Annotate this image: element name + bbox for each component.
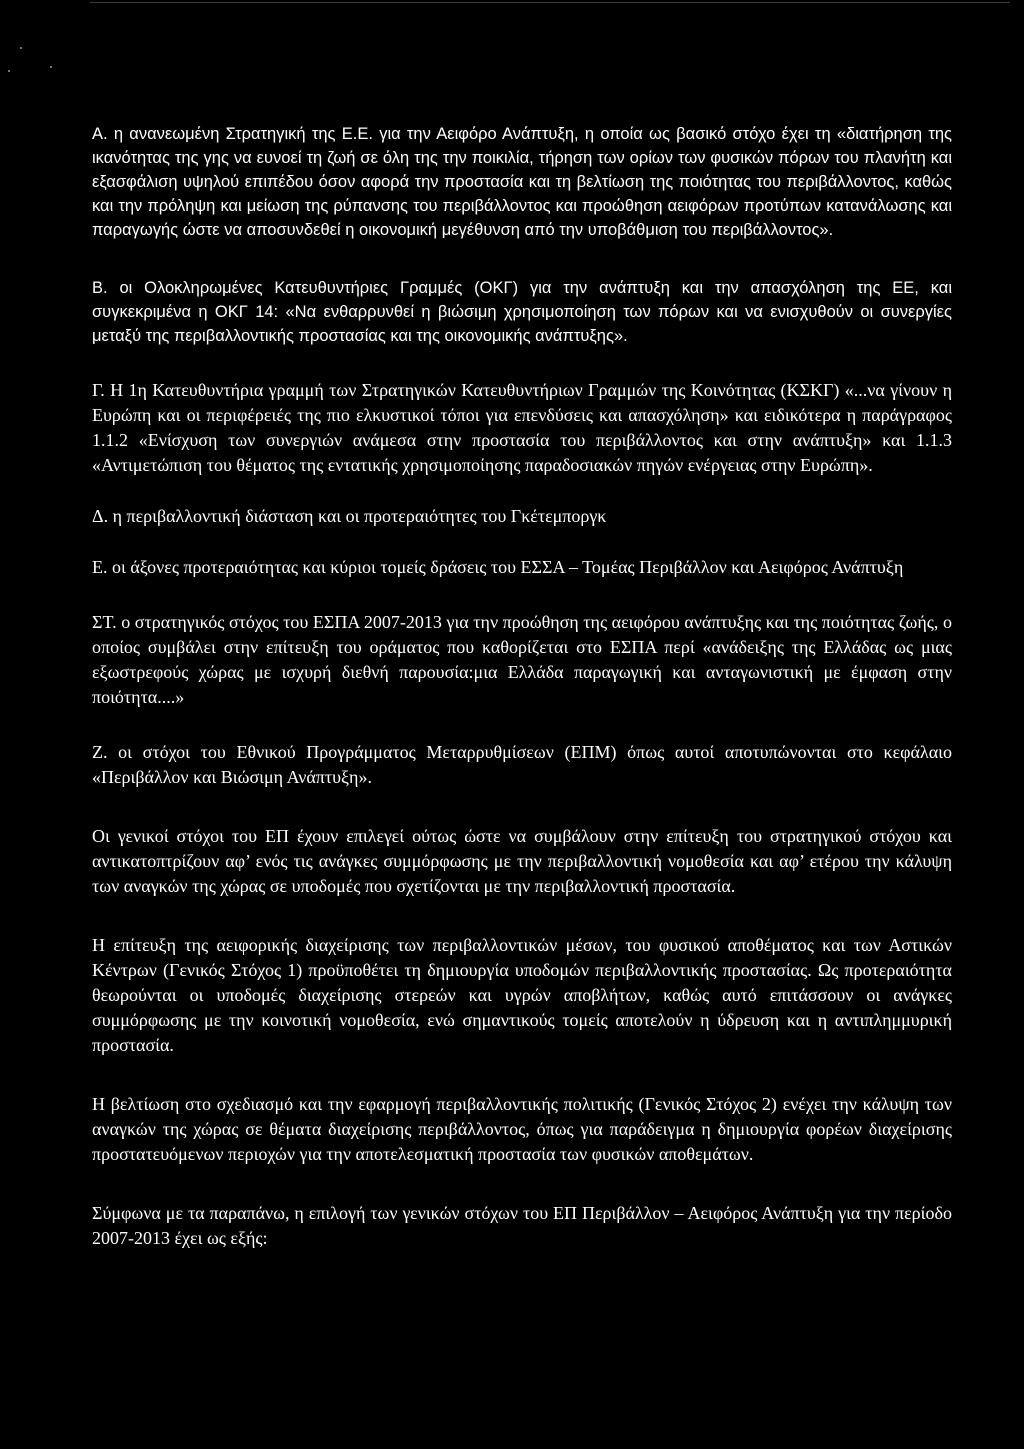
paragraph-general-goals: Οι γενικοί στόχοι του ΕΠ έχουν επιλεγεί ούτως ώστε να συμβάλουν στην επίτευξη του στρατηγικού στόχου και αντικατοπτρίζουν αφ’ ενός τις ανάγκες συμμόρφωσης με την περιβαλλοντική νομοθεσία και αφ’ ετέρου την κάλυψη των αναγκών της χώρας σε υποδομές που σχετίζονται με την περιβαλλοντική προστασία. — [92, 826, 952, 896]
paragraph-z: Ζ. οι στόχοι του Εθνικού Προγράμματος Μεταρρυθμίσεων (ΕΠΜ) όπως αυτοί αποτυπώνονται στο κεφάλαιο «Περιβάλλον και Βιώσιμη Ανάπτυξη». — [92, 742, 952, 787]
paragraph-g: Γ. Η 1η Κατευθυντήρια γραμμή των Στρατηγικών Κατευθυντήριων Γραμμών της Κοινότητας (ΚΣΚΓ) «...να γίνουν η Ευρώπη και οι περιφέρειές της πιο ελκυστικοί τόποι για επενδύσεις και απασχόληση» και ειδικότερα η παράγραφος 1.1.2 «Ενίσχυση των συνεργιών ανάμεσα στην προστασία του περιβάλλοντος και στην ανάπτυξη» και 1.1.3 «Αντιμετώπιση του θέματος της εντατικής χρησιμοποίησης παραδοσιακών πηγών ενέργειας στην Ευρώπη». — [92, 380, 952, 475]
scan-speck — [8, 70, 10, 72]
paragraph-st: ΣΤ. ο στρατηγικός στόχος του ΕΣΠΑ 2007-2013 για την προώθηση της αειφόρου ανάπτυξης και της ποιότητας ζωής, ο οποίος συμβάλει στην επίτευξη του οράματος που καθορίζεται στο ΕΣΠΑ περί «ανάδειξης της Ελλάδας ως μιας εξωστρεφούς χώρας με ισχυρή διεθνή παρουσία:μια Ελλάδα παραγωγική και ανταγωνιστική με έμφαση στην ποιότητα....» — [92, 612, 952, 707]
paragraph-goal-1: Η επίτευξη της αειφορικής διαχείρισης των περιβαλλοντικών μέσων, του φυσικού αποθέματος και των Αστικών Κέντρων (Γενικός Στόχος 1) προϋποθέτει τη δημιουργία υποδομών περιβαλλοντικής προστασίας. Ως προτεραιότητα θεωρούνται οι υποδομές διαχείρισης στερεών και υγρών αποβλήτων, καθώς αυτό επιτάσσουν οι ανάγκες συμμόρφωσης με την κοινοτική νομοθεσία, ενώ σημαντικούς τομείς αποτελούν η ύδρευση και η αντιπλημμυρική προστασία. — [92, 935, 952, 1055]
document-body — [92, 122, 952, 1251]
paragraph-d: Δ. η περιβαλλοντική διάσταση και οι προτεραιότητες του Γκέτεμποργκ — [92, 506, 607, 526]
scan-speck — [50, 66, 52, 68]
scan-top-edge — [90, 2, 1010, 3]
paragraph-e: Ε. οι άξονες προτεραιότητας και κύριοι τομείς δράσεις του ΕΣΣΑ – Τομέας Περιβάλλον και Αειφόρος Ανάπτυξη — [92, 557, 904, 577]
paragraph-goal-2: Η βελτίωση στο σχεδιασμό και την εφαρμογή περιβαλλοντικής πολιτικής (Γενικός Στόχος 2) ενέχει την κάλυψη των αναγκών της χώρας σε θέματα διαχείρισης περιβάλλοντος, όπως για παράδειγμα η δημιουργία φορέων διαχείρισης προστατευόμενων περιοχών για την αποτελεσματική προστασία των φυσικών αποθεμάτων. — [92, 1094, 952, 1164]
paragraph-a: Α. η ανανεωμένη Στρατηγική της Ε.Ε. για την Αειφόρο Ανάπτυξη, η οποία ως βασικό στόχο έχει τη «διατήρηση της ικανότητας της γης να ευνοεί τη ζωή σε όλη της την ποικιλία, τήρηση των ορίων των φυσικών πόρων του πλανήτη και εξασφάλιση υψηλού επιπέδου όσον αφορά την προστασία και τη βελτίωση της ποιότητας του περιβάλλοντος, καθώς και την πρόληψη και μείωση της ρύπανσης του περιβάλλοντος και προώθηση αειφόρων προτύπων κατανάλωσης και παραγωγής ώστε να αποσυνδεθεί η οικονομική μεγέθυνση από την υποβάθμιση του περιβάλλοντος». — [92, 125, 952, 239]
paragraph-b: Β. οι Ολοκληρωμένες Κατευθυντήριες Γραμμές (ΟΚΓ) για την ανάπτυξη και την απασχόληση της ΕΕ, και συγκεκριμένα η ΟΚΓ 14: «Να ενθαρρυνθεί η βιώσιμη χρησιμοποίηση των πόρων και να ενισχυθούν οι συνεργίες μεταξύ της περιβαλλοντικής προστασίας και της οικονομικής ανάπτυξης». — [92, 279, 952, 345]
paragraph-conclusion: Σύμφωνα με τα παραπάνω, η επιλογή των γενικών στόχων του ΕΠ Περιβάλλον – Αειφόρος Ανάπτυξη για την περίοδο 2007-2013 έχει ως εξής: — [92, 1203, 952, 1248]
scan-speck — [20, 47, 22, 49]
